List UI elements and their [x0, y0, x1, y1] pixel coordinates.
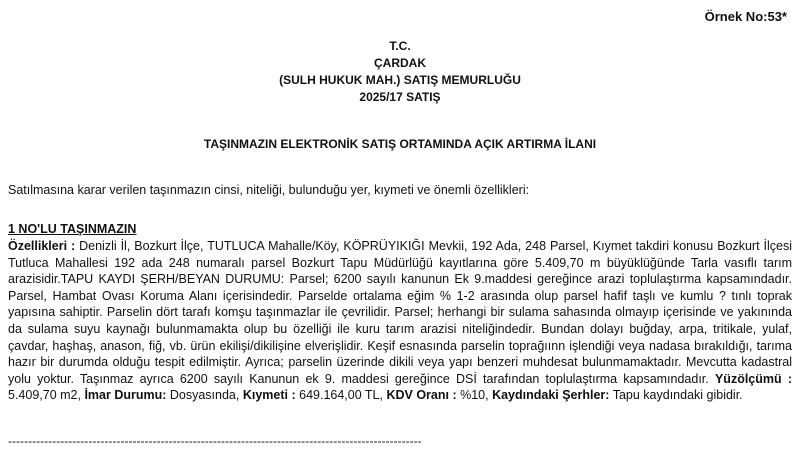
zoning-label: İmar Durumu: — [84, 388, 167, 403]
value-label: Kıymeti : — [242, 388, 296, 403]
form-number: Örnek No:53* — [704, 9, 787, 24]
features-text: Denizli İl, Bozkurt İlçe, TUTLUCA Mahalle/Köy, KÖPRÜYIKIĞI Mevkii, 192 Ada, 248 Parsel, Kıymet takdiri konusu Bozkurt İlçesi Tutluca Mahallesi 192 ada 248 numaralı parsel Bozkurt Tapu Müdürlüğü kayıtlarına göre 5.409,70 m büyüklüğünde Tarla vasıflı tarım arazisidir.TAPU KAYDI ŞERH/BEYAN DURUMU: Parsel; 6200 sayılı kanunun Ek 9.maddesi gereğince arazi toplulaştırma kapsamındadır. Parsel, Hambat Ovası Koruma Alanı içerisindedir. Parselde ortalama eğim % 1-2 arasında olup parsel hafif taşlı ve kumlu ? tınlı toprak yapısına sahiptir. Parselin dört tarafı komşu taşınmazlar ile çevrilidir. Parsel; herhangi bir sulama sahasında olmayıp içerisinde ve yakınında da sulama suyu kaynağı bulunmamakta olup bu özelliği ile kuru tarım arazisi niteliğindedir. Bundan dolayı buğday, arpa, tritikale, yulaf, çavdar, haşhaş, anason, fiğ, vb. ürün ekilişi/dikilişine elverişlidir. Keşif esnasında parselin toprağıınn işlendiği veya nadasa bırakıldığı, tarıma hazır bir durumda olduğu tespit edilmiştir. Ayrıca; parselin üzerinde dikili veya yapı benzeri muhdesat bulunmamaktadır. Mevcutta kadastral yolu yoktur. Taşınmaz ayrıca 6200 sayılı Kanunun ek 9. maddesi gereğince DSİ tarafından toplulaştırma kapsamındadır. — [8, 239, 792, 386]
area-value: 5.409,70 m2, — [8, 388, 85, 403]
zoning-value: Dosyasında, — [166, 388, 243, 403]
document-header — [0, 38, 800, 106]
vat-value: %10, — [456, 388, 493, 403]
features-label: Özellikleri : — [8, 239, 76, 253]
header-district: ÇARDAK — [374, 56, 426, 70]
header-republic: T.C. — [389, 39, 411, 53]
page-title: TAŞINMAZIN ELEKTRONİK SATIŞ ORTAMINDA AÇIK ARTIRMA İLANI — [203, 137, 597, 151]
header-office: (SULH HUKUK MAH.) SATIŞ MEMURLUĞU — [279, 73, 521, 87]
parcel-details — [8, 238, 792, 404]
annotations-value: Tapu kaydındaki gibidir. — [609, 388, 743, 403]
vat-label: KDV Oranı : — [386, 388, 457, 403]
value-value: 649.164,00 TL, — [295, 388, 387, 403]
intro-text: Satılmasına karar verilen taşınmazın cinsi, niteliği, bulunduğu yer, kıymeti ve önemli özellikleri: — [8, 183, 530, 197]
header-case-number: 2025/17 SATIŞ — [359, 90, 441, 104]
annotations-label: Kaydındaki Şerhler: — [492, 388, 610, 403]
area-label: Yüzölçümü : — [714, 371, 792, 386]
divider: ------------------------------------------------------------------------------------------------------- — [8, 434, 422, 448]
parcel-heading: 1 NO'LU TAŞINMAZIN — [8, 222, 137, 236]
